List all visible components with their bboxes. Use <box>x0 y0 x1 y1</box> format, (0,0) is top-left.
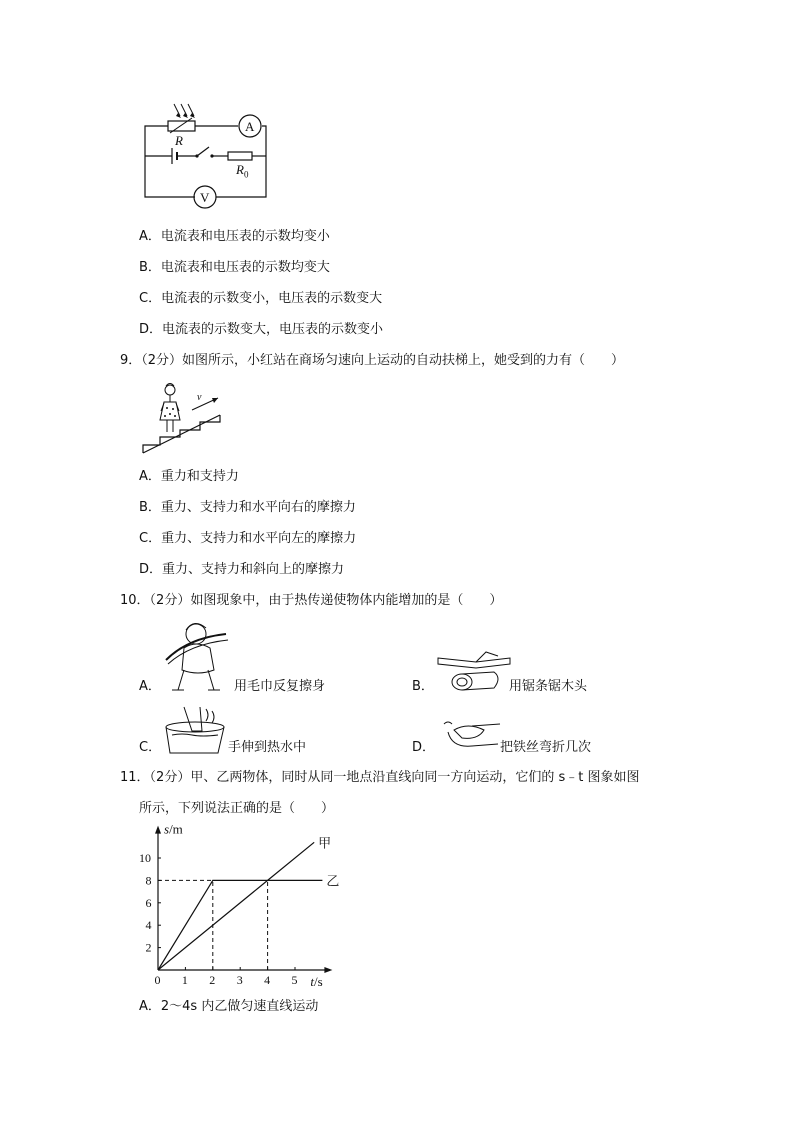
sawing-wood-figure <box>436 648 512 696</box>
x-tick-label: 5 <box>291 973 298 987</box>
q9-option-b: B．重力、支持力和水平向右的摩擦力 <box>139 500 356 515</box>
q11-option-a: A．2～4s 内乙做匀速直线运动 <box>139 999 319 1014</box>
q11-stem-line1: 11．（2分）甲、乙两物体，同时从同一地点沿直线向同一方向运动，它们的 s﹣t 图象如图 <box>120 770 640 785</box>
y-tick-label: 4 <box>145 918 152 933</box>
q8-option-c: C．电流表的示数变小，电压表的示数变大 <box>139 291 383 306</box>
y-axis-arrow <box>155 826 161 834</box>
q10-option-b-text: 用锯条锯木头 <box>509 679 588 694</box>
x-axis-label-unit: /s <box>314 974 323 989</box>
escalator-figure <box>140 378 230 458</box>
q11-stem-line2: 所示，下列说法正确的是（ ） <box>139 801 335 816</box>
y-axis-label <box>164 822 183 837</box>
series-label-1: 甲 <box>318 836 332 852</box>
y-tick-label: 2 <box>145 940 152 955</box>
y-axis-label-var: s <box>164 821 170 837</box>
x-tick-label: 0 <box>154 973 161 987</box>
s-t-graph <box>130 821 360 990</box>
photoresistor-label: R <box>175 133 183 148</box>
q10-option-b-letter: B． <box>412 679 434 694</box>
hot-water-figure <box>162 705 228 757</box>
towel-rubbing-figure <box>160 620 236 694</box>
x-axis-label-var: t <box>310 974 315 989</box>
y-tick-label: 6 <box>145 895 152 910</box>
q9-option-a: A．重力和支持力 <box>139 469 239 484</box>
series-line-2 <box>158 880 322 970</box>
resistor-r0-label-base: R <box>236 162 244 177</box>
q9-option-c: C．重力、支持力和水平向左的摩擦力 <box>139 531 357 546</box>
x-axis-arrow <box>324 967 332 973</box>
x-tick-label: 2 <box>209 973 216 987</box>
bending-wire-figure <box>438 718 504 758</box>
y-tick-label: 10 <box>139 851 151 865</box>
resistor-r0 <box>228 152 252 160</box>
q10-stem: 10．（2分）如图现象中，由于热传递使物体内能增加的是（ ） <box>120 593 503 608</box>
q9-stem: 9．（2分）如图所示，小红站在商场匀速向上运动的自动扶梯上，她受到的力有（ ） <box>120 353 625 368</box>
q8-option-d: D．电流表的示数变大，电压表的示数变小 <box>139 322 384 337</box>
q10-option-c-letter: C． <box>139 740 162 755</box>
y-tick-label: 8 <box>145 873 152 888</box>
series-line-1 <box>158 842 314 970</box>
resistor-r0-label-sub: 0 <box>243 169 249 180</box>
x-axis-label <box>310 974 322 989</box>
velocity-label: v <box>197 392 202 403</box>
switch-blade <box>197 147 209 156</box>
circuit-wire-top-left <box>145 126 195 197</box>
voltmeter-label: V <box>200 190 210 205</box>
x-tick-label: 1 <box>181 973 188 987</box>
x-tick-label: 4 <box>264 973 271 987</box>
q10-option-a-text: 用毛巾反复擦身 <box>234 679 326 694</box>
circuit-diagram <box>140 100 280 215</box>
q9-option-d: D．重力、支持力和斜向上的摩擦力 <box>139 562 345 577</box>
ammeter-label: A <box>245 119 255 134</box>
photoresistor <box>168 121 195 131</box>
escalator-incline <box>143 415 220 453</box>
q10-option-d-text: 把铁丝弯折几次 <box>500 740 592 755</box>
resistor-r0-label <box>236 162 248 183</box>
light-rays <box>174 104 195 118</box>
q10-option-c-text: 手伸到热水中 <box>228 740 307 755</box>
girl-figure <box>160 384 180 433</box>
q8-option-a: A．电流表和电压表的示数均变小 <box>139 229 330 244</box>
q8-option-b: B．电流表和电压表的示数均变大 <box>139 260 330 275</box>
q10-option-a-letter: A． <box>139 679 161 694</box>
series-label-2: 乙 <box>326 874 340 890</box>
y-axis-label-unit: /m <box>169 821 183 837</box>
q10-option-d-letter: D． <box>412 740 436 755</box>
x-tick-label: 3 <box>236 973 243 987</box>
